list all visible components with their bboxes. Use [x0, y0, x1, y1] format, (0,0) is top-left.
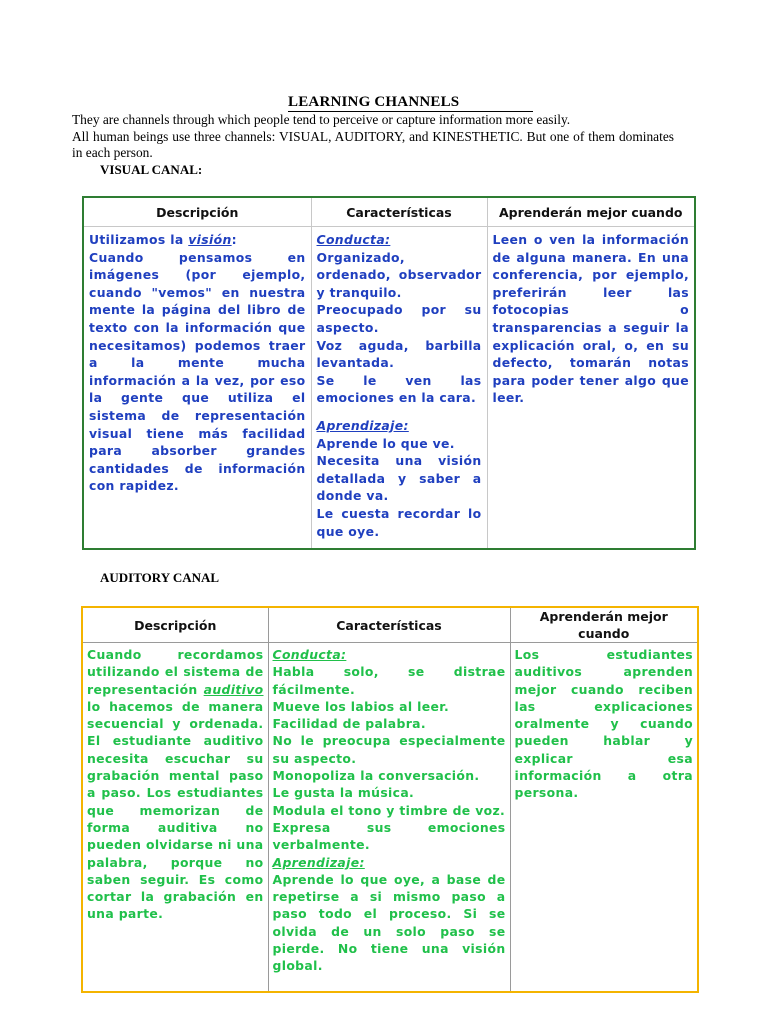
visual-caracteristicas-cell [311, 227, 487, 550]
conducta-label: Conducta: [272, 647, 347, 662]
auditory-canal-table [81, 606, 699, 993]
descripcion-emphasis: visión [188, 232, 232, 247]
conducta-item: Preocupado por su aspecto. [316, 302, 482, 335]
aprendizaje-item: Aprende lo que ve. [316, 435, 455, 451]
column-header-descripcion: Descripción [83, 197, 311, 227]
conducta-item: Organizado, ordenado, observador y tranquilo. [316, 249, 482, 300]
intro-text [72, 112, 674, 162]
column-header-aprenderan: Aprenderán mejor cuando [487, 197, 695, 227]
visual-canal-label: VISUAL CANAL: [100, 162, 203, 177]
descripcion-text: Cuando pensamos en imágenes (por ejemplo, cuando "vemos" en nuestra mente la página del libro de texto con la información que necesitamos) podemos traer a la mente mucha información a la vez, por eso la gente que utiliza el sistema de representación visual tiene más facilidad para absorber grandes cantidades de información con rapidez. [89, 249, 306, 494]
conducta-item: Monopoliza la conversación. [272, 768, 480, 784]
page-title: LEARNING CHANNELS [288, 94, 533, 112]
descripcion-emphasis: auditivo [203, 681, 264, 697]
visual-canal-heading [96, 162, 202, 178]
aprendizaje-item: Necesita una visión detallada y saber a donde va. [316, 453, 482, 504]
conducta-item: Facilidad de palabra. [272, 716, 426, 732]
conducta-item: Le gusta la música. [272, 785, 415, 801]
conducta-item: Voz aguda, barbilla levantada. [316, 337, 482, 371]
conducta-item: Expresa sus emociones verbalmente. [272, 819, 506, 853]
conducta-label: Conducta: [316, 232, 391, 247]
conducta-item: Se le ven las emociones en la cara. [316, 372, 482, 406]
auditory-canal-label: AUDITORY CANAL [100, 570, 220, 585]
auditory-descripcion-cell [82, 643, 268, 993]
aprendizaje-label: Aprendizaje: [316, 417, 409, 433]
visual-canal-table [82, 196, 696, 550]
descripcion-text-part2: lo hacemos de manera secuencial y ordenada. El estudiante auditivo necesita escuchar su grabación mental paso a paso. Los estudiantes que memorizan de forma auditiva no pueden olvidarse ni una palabra, porque no saben seguir. Es como cortar la grabación en una parte. [87, 698, 264, 922]
visual-aprenderan-cell: Leen o ven la información de alguna manera. En una conferencia, por ejemplo, preferirán leer las fotocopias o transparencias a seguir la explicación oral, o, en su defecto, tomarán notas para poder tener algo que leer. [487, 227, 695, 550]
descripcion-suffix: : [231, 232, 237, 247]
visual-descripcion-cell [83, 227, 311, 550]
column-header-aprenderan: Aprenderán mejor cuando [510, 607, 698, 643]
descripcion-text-prefix: Utilizamos la [89, 232, 189, 247]
table-row [82, 643, 698, 993]
conducta-item: Modula el tono y timbre de voz. [272, 802, 506, 818]
aprendizaje-item: Aprende lo que oye, a base de repetirse a si mismo paso a paso todo el proceso. Si se olvida de un solo paso se pierde. No tiene una visión global. [272, 871, 506, 974]
aprendizaje-item: Le cuesta recordar lo que oye. [316, 505, 482, 539]
table-header-row [82, 607, 698, 643]
conducta-item: Habla solo, se distrae fácilmente. [272, 664, 506, 697]
table-row [83, 227, 695, 550]
descripcion-text-part1: Cuando recordamos utilizando el sistema de representación [87, 647, 264, 697]
conducta-item: No le preocupa especialmente su aspecto. [272, 733, 506, 766]
auditory-aprenderan-cell: Los estudiantes auditivos aprenden mejor cuando reciben las explicaciones oralmente y cuando pueden hablar y explicar esa información a otra persona. [510, 643, 698, 993]
intro-line-1: They are channels through which people tend to perceive or capture information more easily. [72, 112, 571, 127]
conducta-item: Mueve los labios al leer. [272, 698, 449, 714]
aprendizaje-label: Aprendizaje: [272, 854, 365, 870]
table-header-row [83, 197, 695, 227]
intro-line-2: All human beings use three channels: VISUAL, AUDITORY, and KINESTHETIC. But one of them dominates in each person. [72, 128, 674, 160]
auditory-canal-heading [96, 570, 219, 586]
column-header-caracteristicas: Características [268, 607, 510, 643]
column-header-descripcion: Descripción [82, 607, 268, 643]
column-header-caracteristicas: Características [311, 197, 487, 227]
auditory-caracteristicas-cell [268, 643, 510, 993]
